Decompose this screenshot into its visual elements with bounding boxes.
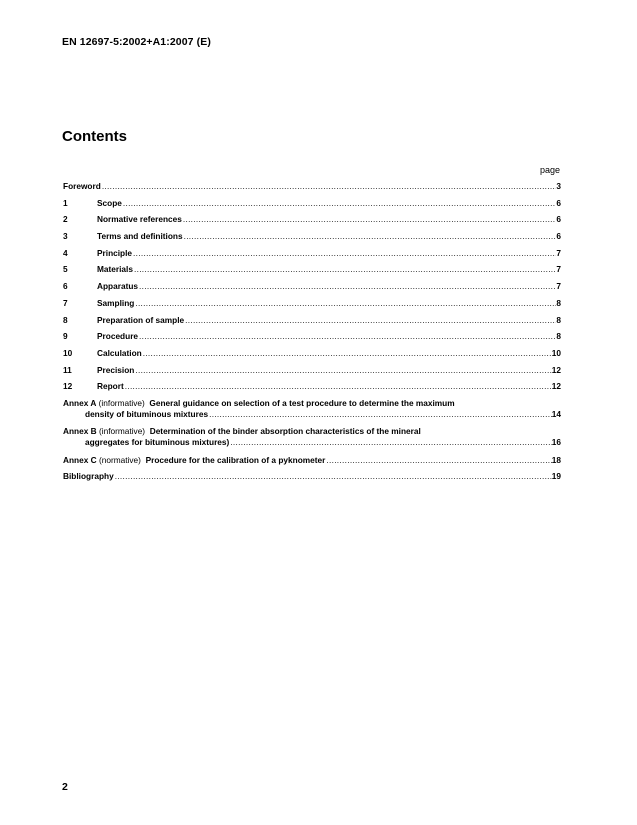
annex-title-line2: aggregates for bituminous mixtures) xyxy=(85,437,230,448)
toc-entry-annex-c[interactable] xyxy=(63,455,561,466)
toc-entry-page: 6 xyxy=(556,214,561,225)
toc-entry-page: 12 xyxy=(551,364,561,375)
toc-entry-number: 6 xyxy=(63,281,68,292)
toc-entry-label: Precision xyxy=(97,364,135,375)
toc-entry-page: 18 xyxy=(551,454,561,465)
dot-leader xyxy=(125,381,552,392)
toc-entry-page: 14 xyxy=(551,408,561,419)
toc-entry-precision[interactable] xyxy=(63,365,561,376)
toc-entry-number: 8 xyxy=(63,314,68,325)
dot-leader xyxy=(115,471,552,482)
toc-entry-page: 19 xyxy=(551,471,561,482)
dot-leader xyxy=(209,409,552,420)
toc-entry-calculation[interactable] xyxy=(63,348,561,359)
toc-entry-page: 7 xyxy=(556,281,561,292)
dot-leader xyxy=(139,331,556,342)
toc-entry-page: 3 xyxy=(556,181,561,191)
toc-entry-page: 6 xyxy=(556,197,561,208)
toc-entry-label: Apparatus xyxy=(97,281,139,292)
dot-leader xyxy=(139,281,556,292)
table-of-contents xyxy=(63,181,561,488)
toc-entry-number: 9 xyxy=(63,331,68,342)
toc-entry-terms-and-definitions[interactable] xyxy=(63,231,561,242)
annex-title-line1: Procedure for the calibration of a pyknometer xyxy=(145,454,326,465)
toc-entry-label: Foreword xyxy=(63,181,101,191)
dot-leader xyxy=(230,437,551,448)
page-title: Contents xyxy=(62,128,127,145)
toc-entry-page: 7 xyxy=(556,247,561,258)
toc-entry-sampling[interactable] xyxy=(63,298,561,309)
toc-entry-label: Preparation of sample xyxy=(97,314,185,325)
toc-entry-page: 8 xyxy=(556,297,561,308)
toc-entry-foreword[interactable] xyxy=(63,181,561,192)
toc-entry-number: 10 xyxy=(63,347,73,358)
annex-title-line2: density of bituminous mixtures xyxy=(85,408,209,419)
dot-leader xyxy=(326,455,551,466)
toc-entry-number: 7 xyxy=(63,297,68,308)
annex-title-line1: Determination of the binder absorption characteristics of the mineral xyxy=(149,426,421,437)
toc-entry-scope[interactable] xyxy=(63,198,561,209)
dot-leader xyxy=(143,348,552,359)
toc-entry-label: Principle xyxy=(97,247,133,258)
toc-entry-label: Report xyxy=(97,381,124,392)
toc-entry-page: 10 xyxy=(551,347,561,358)
dot-leader xyxy=(183,214,557,225)
toc-entry-number: 11 xyxy=(63,364,72,375)
page-number: 2 xyxy=(62,781,68,793)
dot-leader xyxy=(135,365,551,376)
toc-entry-label: Sampling xyxy=(97,297,135,308)
toc-entry-page: 6 xyxy=(556,231,561,242)
toc-entry-bibliography[interactable] xyxy=(63,471,561,482)
dot-leader xyxy=(135,298,556,309)
toc-entry-apparatus[interactable] xyxy=(63,281,561,292)
toc-entry-page: 16 xyxy=(551,437,561,448)
toc-entry-number: 12 xyxy=(63,381,73,392)
dot-leader xyxy=(102,181,557,192)
dot-leader xyxy=(184,231,557,242)
dot-leader xyxy=(133,248,556,259)
annex-kind: (informative) xyxy=(98,397,145,408)
toc-entry-procedure[interactable] xyxy=(63,331,561,342)
toc-entry-label: Terms and definitions xyxy=(97,231,183,242)
toc-entry-page: 7 xyxy=(556,264,561,275)
toc-entry-label: Scope xyxy=(97,197,122,208)
toc-entry-normative-references[interactable] xyxy=(63,214,561,225)
annex-id: Annex B xyxy=(63,426,97,437)
toc-entry-number: 4 xyxy=(63,247,68,258)
toc-entry-label: Normative references xyxy=(97,214,182,225)
annex-id: Annex C xyxy=(63,454,97,465)
dot-leader xyxy=(134,264,556,275)
toc-entry-principle[interactable] xyxy=(63,248,561,259)
toc-entry-page: 12 xyxy=(551,381,561,392)
toc-entry-number: 3 xyxy=(63,231,68,242)
toc-entry-annex-a[interactable] xyxy=(63,398,561,420)
annex-kind: (normative) xyxy=(98,454,141,465)
toc-entry-number: 5 xyxy=(63,264,68,275)
toc-entry-report[interactable] xyxy=(63,381,561,392)
annex-title-line1: General guidance on selection of a test procedure to determine the maximum xyxy=(149,397,455,408)
document-id-header: EN 12697-5:2002+A1:2007 (E) xyxy=(62,36,211,48)
annex-kind: (informative) xyxy=(98,426,146,437)
toc-entry-page: 8 xyxy=(556,331,561,342)
toc-entry-label: Materials xyxy=(97,264,133,275)
page-column-label: page xyxy=(539,165,560,175)
toc-entry-annex-b[interactable] xyxy=(63,426,561,448)
toc-entry-preparation-of-sample[interactable] xyxy=(63,315,561,326)
toc-entry-label: Calculation xyxy=(97,347,142,358)
dot-leader xyxy=(185,315,556,326)
toc-entry-label: Bibliography xyxy=(63,471,114,482)
toc-entry-number: 2 xyxy=(63,214,68,225)
toc-entry-number: 1 xyxy=(63,197,68,208)
toc-entry-page: 8 xyxy=(556,314,561,325)
annex-id: Annex A xyxy=(63,397,97,408)
dot-leader xyxy=(123,198,556,209)
toc-entry-materials[interactable] xyxy=(63,264,561,275)
toc-entry-label: Procedure xyxy=(97,331,139,342)
